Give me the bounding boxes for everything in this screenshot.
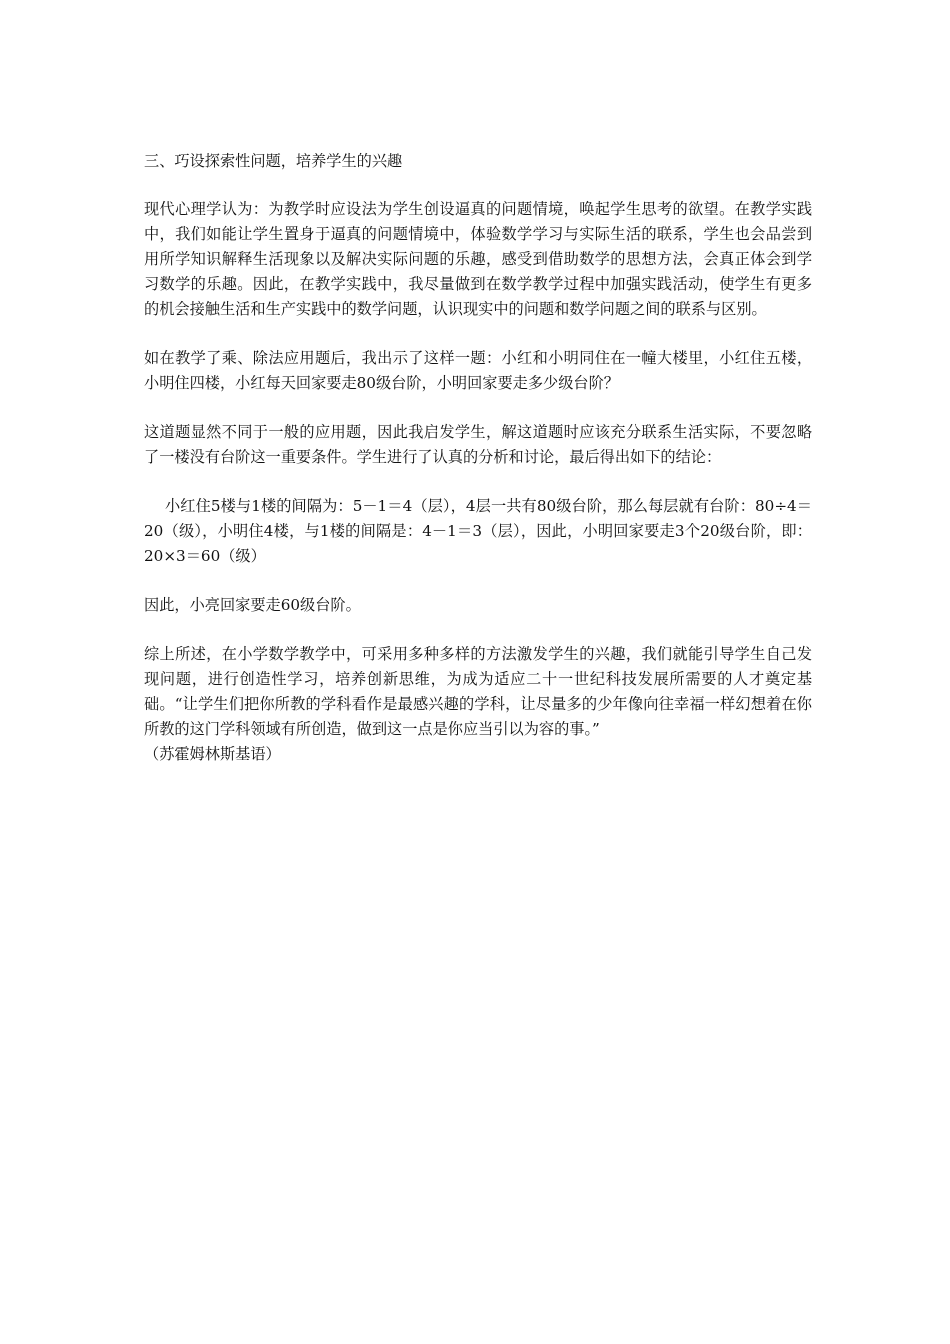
paragraph-psychology: 现代心理学认为：为教学时应设法为学生创设逼真的问题情境，唤起学生思考的欲望。在教学实践中，我们如能让学生置身于逼真的问题情境中，体验数学学习与实际生活的联系，学生也会品尝到用所学知识解释生活现象以及解决实际问题的乐趣，感受到借助数学的思想方法，会真正体会到学习数学的乐趣。因此，在教学实践中，我尽量做到在数学教学过程中加强实践活动，使学生有更多的机会接触生活和生产实践中的数学问题，认识现实中的问题和数学问题之间的联系与区别。	[144, 200, 812, 318]
quote-attribution: （苏霍姆林斯基语）	[144, 745, 281, 763]
document-body	[144, 149, 812, 767]
paragraph-guidance: 这道题显然不同于一般的应用题，因此我启发学生，解这道题时应该充分联系生活实际，不要忽略了一楼没有台阶这一重要条件。学生进行了认真的分析和讨论，最后得出如下的结论：	[144, 423, 812, 466]
conclusion-text: 综上所述，在小学数学教学中，可采用多种多样的方法激发学生的兴趣，我们就能引导学生自己发现问题，进行创造性学习，培养创新思维，为成为适应二十一世纪科技发展所需要的人才奠定基础。“让学生们把你所教的学科看作是最感兴趣的学科，让尽量多的少年像向往幸福一样幻想着在你所教的这门学科领域有所创造，做到这一点是你应当引以为容的事。”	[144, 645, 812, 738]
paragraph-solution: 小红住5楼与1楼的间隔为：5－1＝4（层），4层一共有80级台阶，那么每层就有台阶：80÷4＝20（级），小明住4楼，与1楼的间隔是：4－1＝3（层），因此，小明回家要走3个20级台阶，即：20×3＝60（级）	[144, 497, 812, 565]
paragraph-answer: 因此，小亮回家要走60级台阶。	[144, 596, 361, 614]
paragraph-example-problem: 如在教学了乘、除法应用题后，我出示了这样一题：小红和小明同住在一幢大楼里，小红住五楼，小明住四楼，小红每天回家要走80级台阶，小明回家要走多少级台阶？	[144, 349, 812, 392]
section-heading: 三、巧设探索性问题，培养学生的兴趣	[144, 152, 403, 170]
paragraph-conclusion	[144, 642, 812, 767]
